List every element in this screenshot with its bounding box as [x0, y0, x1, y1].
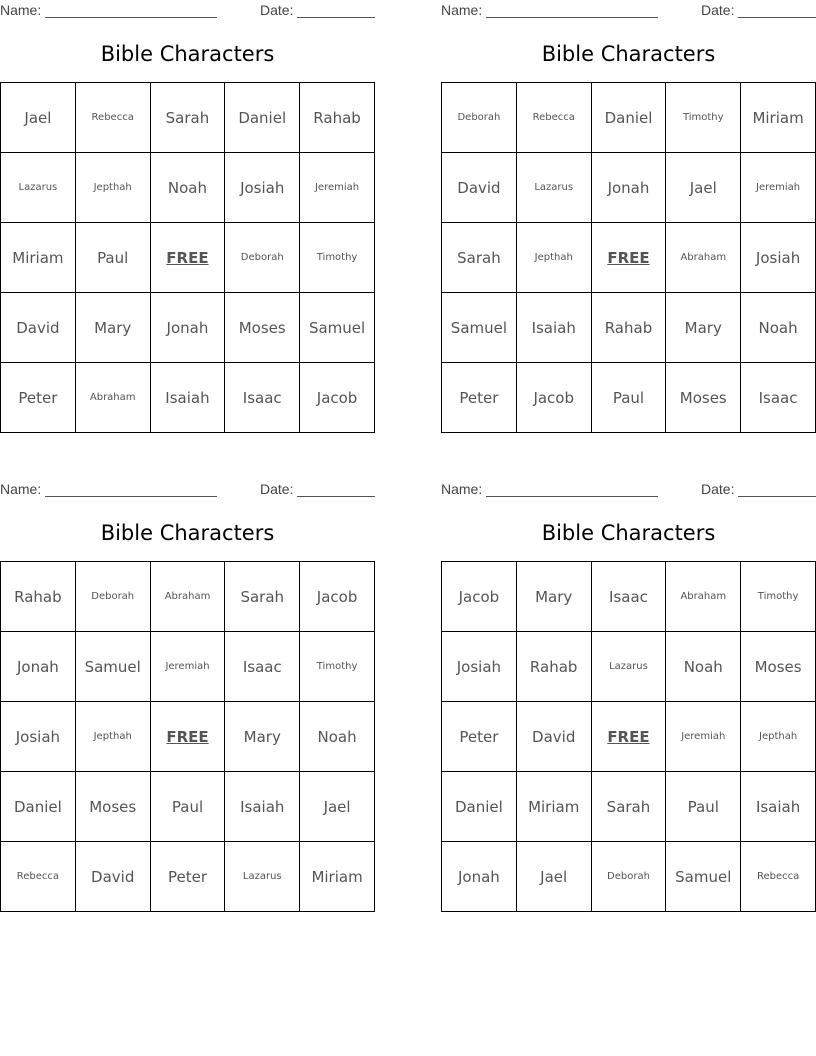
grid-cell: Abraham: [150, 562, 225, 632]
grid-cell: Noah: [666, 632, 741, 702]
grid-row: [1, 702, 375, 772]
grid-cell: Deborah: [442, 83, 517, 153]
grid-cell: Peter: [442, 702, 517, 772]
grid-row: [442, 363, 816, 433]
grid-cell: Isaac: [741, 363, 816, 433]
grid-cell: David: [516, 702, 591, 772]
grid-cell: Noah: [741, 293, 816, 363]
grid-cell: Rahab: [516, 632, 591, 702]
grid-cell: Jael: [1, 83, 76, 153]
name-line: [486, 17, 658, 18]
grid-cell: Noah: [300, 702, 375, 772]
grid-row: [442, 83, 816, 153]
grid-cell: Jael: [300, 772, 375, 842]
bingo-card-3: [0, 479, 375, 914]
grid-cell: Rebecca: [1, 842, 76, 912]
grid-cell: Mary: [75, 293, 150, 363]
grid-cell: Mary: [516, 562, 591, 632]
date-line: [297, 17, 375, 18]
grid-cell: David: [75, 842, 150, 912]
date-line: [297, 496, 375, 497]
grid-row: [442, 223, 816, 293]
name-date-row: [441, 481, 816, 499]
card-title: Bible Characters: [100, 521, 275, 545]
grid-cell: Jeremiah: [666, 702, 741, 772]
grid-row: [442, 153, 816, 223]
grid-cell: Daniel: [1, 772, 76, 842]
name-date-row: [0, 481, 375, 499]
grid-row: [442, 293, 816, 363]
grid-cell: Lazarus: [1, 153, 76, 223]
grid-cell: Jael: [666, 153, 741, 223]
grid-cell: Deborah: [591, 842, 666, 912]
grid-cell: Josiah: [442, 632, 517, 702]
grid-cell: Timothy: [741, 562, 816, 632]
grid-cell: Jacob: [516, 363, 591, 433]
grid-cell: Samuel: [666, 842, 741, 912]
bingo-grid: [0, 82, 375, 433]
grid-row: [1, 562, 375, 632]
grid-cell: Daniel: [591, 83, 666, 153]
grid-row: [1, 842, 375, 912]
grid-cell: Timothy: [300, 223, 375, 293]
grid-cell: Abraham: [666, 562, 741, 632]
grid-cell: Moses: [225, 293, 300, 363]
grid-row: [1, 223, 375, 293]
grid-cell: Samuel: [75, 632, 150, 702]
grid-cell: Lazarus: [516, 153, 591, 223]
grid-cell: Sarah: [442, 223, 517, 293]
grid-row: [1, 363, 375, 433]
name-label: Name:: [0, 481, 42, 497]
grid-cell: Isaac: [225, 363, 300, 433]
grid-row: [442, 702, 816, 772]
grid-cell: Miriam: [741, 83, 816, 153]
grid-cell: Miriam: [1, 223, 76, 293]
bingo-card-1: [0, 0, 375, 435]
grid-cell: Isaiah: [516, 293, 591, 363]
bingo-card-4: [441, 479, 816, 914]
grid-cell: Rahab: [591, 293, 666, 363]
grid-cell: Isaiah: [150, 363, 225, 433]
bingo-grid: [441, 561, 816, 912]
grid-cell: Jacob: [442, 562, 517, 632]
grid-cell: Jepthah: [75, 153, 150, 223]
grid-cell: Noah: [150, 153, 225, 223]
grid-row: [1, 83, 375, 153]
grid-cell: Jonah: [442, 842, 517, 912]
grid-row: [1, 293, 375, 363]
grid-cell: Isaac: [225, 632, 300, 702]
grid-cell: Lazarus: [591, 632, 666, 702]
grid-cell: Jepthah: [741, 702, 816, 772]
grid-cell: Isaiah: [225, 772, 300, 842]
grid-cell: Abraham: [75, 363, 150, 433]
grid-cell: Josiah: [1, 702, 76, 772]
grid-row: [442, 772, 816, 842]
grid-cell: Jonah: [591, 153, 666, 223]
grid-cell: Deborah: [75, 562, 150, 632]
grid-row: [442, 562, 816, 632]
grid-cell: Josiah: [225, 153, 300, 223]
date-line: [738, 17, 816, 18]
grid-row: [1, 153, 375, 223]
grid-cell: Rebecca: [516, 83, 591, 153]
grid-cell: David: [442, 153, 517, 223]
grid-cell: Samuel: [300, 293, 375, 363]
grid-row: [442, 632, 816, 702]
grid-cell: Timothy: [666, 83, 741, 153]
date-label: Date:: [260, 2, 294, 18]
name-date-row: [0, 2, 375, 20]
grid-cell: Jonah: [1, 632, 76, 702]
grid-cell: Jacob: [300, 562, 375, 632]
date-label: Date:: [260, 481, 294, 497]
grid-cell: Rahab: [1, 562, 76, 632]
grid-cell: Rahab: [300, 83, 375, 153]
name-line: [45, 496, 217, 497]
date-line: [738, 496, 816, 497]
grid-cell: Lazarus: [225, 842, 300, 912]
grid-cell: Peter: [442, 363, 517, 433]
grid-cell: Mary: [666, 293, 741, 363]
name-line: [45, 17, 217, 18]
grid-row: [1, 772, 375, 842]
card-title: Bible Characters: [541, 521, 716, 545]
grid-cell: Rebecca: [741, 842, 816, 912]
grid-cell: Moses: [75, 772, 150, 842]
grid-cell: Jeremiah: [741, 153, 816, 223]
grid-cell: Miriam: [516, 772, 591, 842]
grid-cell: Paul: [75, 223, 150, 293]
grid-cell: Jonah: [150, 293, 225, 363]
grid-cell: Jeremiah: [300, 153, 375, 223]
grid-cell: Paul: [591, 363, 666, 433]
grid-cell: Josiah: [741, 223, 816, 293]
bingo-grid: [441, 82, 816, 433]
grid-cell: Deborah: [225, 223, 300, 293]
free-cell: FREE: [591, 702, 666, 772]
date-label: Date:: [701, 481, 735, 497]
grid-cell: Daniel: [225, 83, 300, 153]
grid-cell: Isaiah: [741, 772, 816, 842]
grid-cell: Paul: [150, 772, 225, 842]
grid-cell: Abraham: [666, 223, 741, 293]
grid-cell: Rebecca: [75, 83, 150, 153]
free-cell: FREE: [591, 223, 666, 293]
grid-cell: Timothy: [300, 632, 375, 702]
grid-cell: Mary: [225, 702, 300, 772]
bingo-grid: [0, 561, 375, 912]
grid-cell: Jepthah: [516, 223, 591, 293]
grid-cell: Jeremiah: [150, 632, 225, 702]
name-date-row: [441, 2, 816, 20]
grid-cell: Peter: [1, 363, 76, 433]
grid-cell: Paul: [666, 772, 741, 842]
grid-cell: Daniel: [442, 772, 517, 842]
grid-cell: Isaac: [591, 562, 666, 632]
grid-cell: Miriam: [300, 842, 375, 912]
grid-cell: Sarah: [591, 772, 666, 842]
card-title: Bible Characters: [541, 42, 716, 66]
grid-cell: Jacob: [300, 363, 375, 433]
grid-cell: Jepthah: [75, 702, 150, 772]
grid-cell: Peter: [150, 842, 225, 912]
bingo-card-2: [441, 0, 816, 435]
grid-cell: Sarah: [150, 83, 225, 153]
free-cell: FREE: [150, 223, 225, 293]
grid-cell: Jael: [516, 842, 591, 912]
grid-row: [1, 632, 375, 702]
grid-cell: Sarah: [225, 562, 300, 632]
grid-row: [442, 842, 816, 912]
grid-cell: Moses: [741, 632, 816, 702]
grid-cell: Samuel: [442, 293, 517, 363]
grid-cell: David: [1, 293, 76, 363]
grid-cell: Moses: [666, 363, 741, 433]
name-label: Name:: [441, 481, 483, 497]
date-label: Date:: [701, 2, 735, 18]
free-cell: FREE: [150, 702, 225, 772]
name-line: [486, 496, 658, 497]
card-title: Bible Characters: [100, 42, 275, 66]
name-label: Name:: [0, 2, 42, 18]
name-label: Name:: [441, 2, 483, 18]
